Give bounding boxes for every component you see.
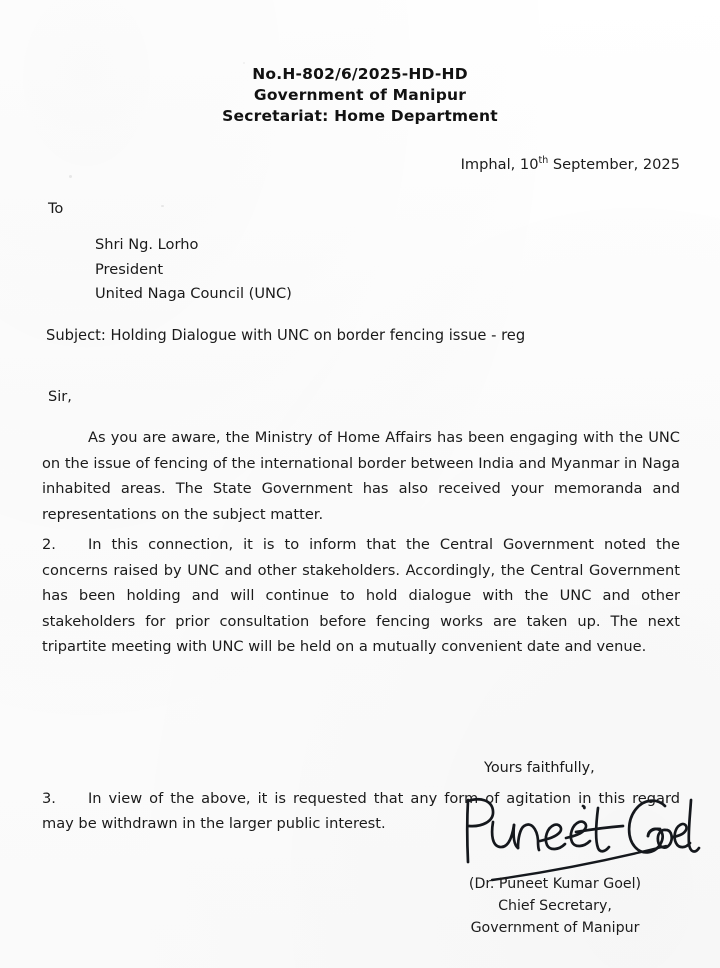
- scan-speck: [69, 175, 72, 178]
- paragraph-2: [42, 532, 680, 660]
- dateline-ordinal: th: [538, 155, 549, 167]
- signature: [452, 788, 702, 886]
- signatory-block: [405, 873, 705, 939]
- dateline-place: Imphal, 10: [460, 156, 539, 173]
- paragraph-3-number: 3.: [42, 789, 56, 807]
- subject-line: Subject: Holding Dialogue with UNC on border fencing issue - reg: [46, 327, 526, 344]
- reference-number: No.H-802/6/2025-HD-HD: [252, 65, 468, 83]
- paragraph-1: [42, 425, 680, 527]
- paragraph-3-text: In view of the above, it is requested that any form of agitation in this regard may be withdrawn in the larger public interest.: [42, 789, 680, 832]
- signature-ink: [452, 788, 702, 886]
- to-label: To: [48, 200, 64, 217]
- paragraph-1-text: As you are aware, the Ministry of Home Affairs has been engaging with the UNC on the issue of fencing of the international border between India and Myanmar in Naga inhabited areas. The State Government has also received your memoranda and representations on the subject matter.: [42, 429, 680, 523]
- addressee-block: [95, 233, 292, 307]
- signatory-name: (Dr. Puneet Kumar Goel): [468, 876, 642, 892]
- letterhead: [0, 64, 720, 127]
- addressee-designation: President: [95, 260, 164, 278]
- salutation: Sir,: [48, 389, 72, 405]
- addressee-name: Shri Ng. Lorho: [95, 236, 199, 253]
- addressee-organisation: United Naga Council (UNC): [95, 285, 292, 302]
- scan-speck: [161, 205, 164, 207]
- paragraph-2-text: In this connection, it is to inform that the Central Government noted the concerns raised by UNC and other stakeholders. Accordingly, the Central Government has been holding and will continue to hold dialogue with the UNC and other stakeholders for prior consultation before fencing works are taken up. The next tripartite meeting with UNC will be held on a mutually convenient date and venue.: [42, 536, 680, 655]
- paragraph-2-number: 2.: [42, 536, 56, 553]
- dateline: [0, 156, 680, 173]
- signatory-designation: Chief Secretary,: [498, 898, 612, 914]
- dateline-rest: September, 2025: [548, 156, 680, 173]
- signatory-government: Government of Manipur: [470, 920, 640, 936]
- department-name: Secretariat: Home Department: [222, 107, 498, 125]
- government-name: Government of Manipur: [253, 86, 467, 104]
- valediction: Yours faithfully,: [484, 760, 595, 776]
